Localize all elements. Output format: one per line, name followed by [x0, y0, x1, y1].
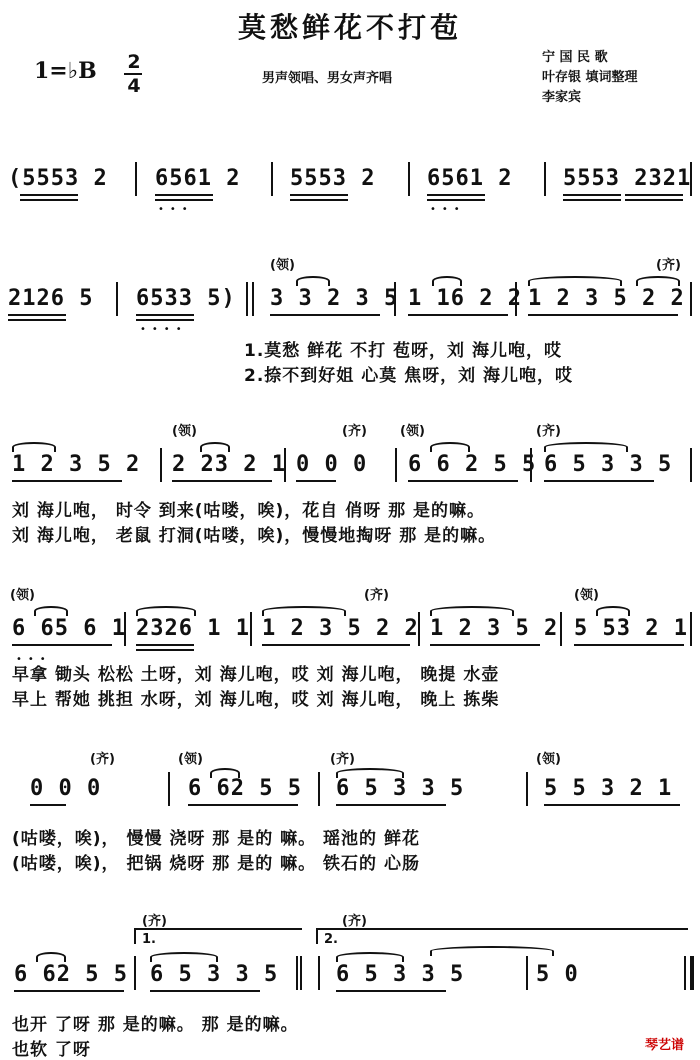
measure-notes: 6561 2: [427, 166, 513, 191]
time-numerator: 2: [127, 51, 141, 73]
octave-dots: •••: [158, 204, 194, 215]
credit-arranger: 李家宾: [542, 90, 582, 105]
slur: [544, 442, 628, 452]
slur: [430, 606, 514, 616]
lyrics-verse-1: 刘 海儿咆， 时令 到来(咕喽，唉)，花自 俏呀 那 是的嘛。: [12, 501, 486, 521]
beam: [336, 804, 446, 806]
measure-notes: 6 5 3 3 5: [150, 962, 279, 987]
measure-notes: 6 62 5 5: [188, 776, 302, 801]
beam: [625, 194, 683, 201]
measure-notes: 2 23 2 1: [172, 452, 286, 477]
lyrics-verse-2: 早上 帮她 挑担 水呀，刘 海儿咆，哎 刘 海儿咆， 晚上 拣柴: [12, 690, 500, 710]
slur: [336, 952, 404, 962]
performance-note: 男声领唱、男女声齐唱: [262, 71, 393, 86]
beam: [408, 314, 508, 316]
beam: [574, 644, 684, 646]
slur: [36, 952, 66, 962]
measure-notes: 2326 1 1: [136, 616, 250, 641]
slur: [150, 952, 218, 962]
first-ending-bracket: [134, 928, 302, 944]
together-mark: (齐): [656, 258, 681, 273]
together-mark: (齐): [364, 588, 389, 603]
final-barline: [684, 956, 686, 990]
slur: [200, 442, 230, 452]
song-title: 莫愁鲜花不打苞: [237, 11, 462, 44]
beam: [336, 990, 446, 992]
slur: [432, 276, 462, 286]
measure-notes: 6 65 6 1: [12, 616, 126, 641]
beam: [136, 314, 194, 321]
beam: [12, 644, 112, 646]
barline: [526, 772, 528, 806]
beam: [12, 480, 122, 482]
beam: [136, 644, 194, 651]
time-signature: [124, 52, 144, 96]
measure-notes: 6 6 2 5 5: [408, 452, 537, 477]
together-mark: (齐): [90, 752, 115, 767]
second-ending-bracket: [316, 928, 688, 944]
lyrics-verse-2: 也软 了呀: [12, 1040, 91, 1060]
beam: [172, 480, 272, 482]
measure-notes: 1 2 3 5 2 2: [528, 286, 685, 311]
credits: [542, 48, 638, 108]
beam: [188, 804, 298, 806]
measure-notes: (5553 2: [8, 166, 108, 191]
first-ending-label: 1.: [142, 932, 156, 947]
lead-mark: (领): [400, 424, 425, 439]
beam: [544, 480, 654, 482]
together-mark: (齐): [330, 752, 355, 767]
lead-mark: (领): [270, 258, 295, 273]
barline: [246, 282, 248, 316]
measure-notes: 6 5 3 3 5: [336, 776, 465, 801]
barline: [271, 162, 273, 196]
credit-lyricist: 叶存银 填词整理: [542, 70, 638, 85]
beam: [270, 314, 380, 316]
measure-notes: 5553 2: [290, 166, 376, 191]
lyrics-verse-2: (咕喽，唉)， 把锅 烧呀 那 是的 嘛。 铁石的 心肠: [12, 854, 420, 874]
slur: [336, 768, 404, 778]
slur: [430, 946, 554, 956]
lead-mark: (领): [178, 752, 203, 767]
credit-origin: 宁 国 民 歌: [542, 50, 608, 65]
beam: [155, 194, 213, 201]
lyrics-verse-2: 2.捺不到好姐 心莫 焦呀，刘 海儿咆，哎: [244, 366, 574, 386]
repeat-barline: [300, 956, 302, 990]
slur: [136, 606, 196, 616]
measure-notes: 0 0 0: [30, 776, 102, 801]
together-mark: (齐): [142, 914, 167, 929]
repeat-barline: [296, 956, 298, 990]
lyrics-verse-2: 刘 海儿咆， 老鼠 打洞(咕喽，唉)，慢慢地掏呀 那 是的嘛。: [12, 526, 497, 546]
measure-notes: 5 0: [536, 962, 579, 987]
barline: [544, 162, 546, 196]
beam: [290, 194, 348, 201]
slur: [528, 276, 622, 286]
beam: [8, 314, 66, 321]
key-signature: 1=♭B: [34, 58, 97, 84]
slur: [262, 606, 346, 616]
barline: [408, 162, 410, 196]
barline: [526, 956, 528, 990]
together-mark: (齐): [536, 424, 561, 439]
measure-notes: 5553 2321: [563, 166, 692, 191]
together-mark: (齐): [342, 914, 367, 929]
beam: [20, 194, 78, 201]
lyrics-verse-1: 也开 了呀 那 是的嘛。 那 是的嘛。: [12, 1015, 299, 1035]
beam: [150, 990, 260, 992]
barline: [318, 772, 320, 806]
lyrics-verse-1: 1.莫愁 鲜花 不打 苞呀，刘 海儿咆，哎: [244, 341, 562, 361]
measure-notes: 3 3 2 3 5: [270, 286, 399, 311]
measure-notes: 1 2 3 5 2: [12, 452, 141, 477]
barline: [690, 448, 692, 482]
barline: [160, 448, 162, 482]
lead-mark: (领): [574, 588, 599, 603]
beam: [544, 804, 680, 806]
measure-notes: 5 5 3 2 1: [544, 776, 673, 801]
barline: [250, 612, 252, 646]
measure-notes: 5 53 2 1: [574, 616, 688, 641]
time-denominator: 4: [127, 75, 141, 97]
measure-notes: 6 62 5 5: [14, 962, 128, 987]
beam: [262, 644, 410, 646]
slur: [430, 442, 470, 452]
barline: [135, 162, 137, 196]
measure-notes: 1 2 3 5 2 2: [262, 616, 419, 641]
barline: [318, 956, 320, 990]
beam: [563, 194, 621, 201]
octave-dots: ••••: [140, 324, 188, 335]
lead-mark: (领): [10, 588, 35, 603]
slur: [296, 276, 330, 286]
measure-notes: 6561 2: [155, 166, 241, 191]
measure-notes: 6 5 3 3 5: [544, 452, 673, 477]
octave-dots: •••: [16, 654, 52, 665]
barline: [690, 282, 692, 316]
measure-notes: 6533 5): [136, 286, 236, 311]
barline: [252, 282, 254, 316]
beam: [408, 480, 518, 482]
measure-notes: 0 0 0: [296, 452, 368, 477]
beam: [296, 480, 336, 482]
watermark-logo: 琴艺谱: [644, 1038, 684, 1053]
lyrics-verse-1: (咕喽，唉)， 慢慢 浇呀 那 是的 嘛。 瑶池的 鲜花: [12, 829, 420, 849]
beam: [30, 804, 66, 806]
beam: [430, 644, 540, 646]
barline: [560, 612, 562, 646]
lyrics-verse-1: 早拿 锄头 松松 土呀，刘 海儿咆，哎 刘 海儿咆， 晚提 水壶: [12, 665, 500, 685]
second-ending-label: 2.: [324, 932, 338, 947]
barline: [134, 956, 136, 990]
together-mark: (齐): [342, 424, 367, 439]
measure-notes: 1 16 2 2: [408, 286, 522, 311]
barline: [168, 772, 170, 806]
measure-notes: 6 5 3 3 5: [336, 962, 465, 987]
slur: [210, 768, 240, 778]
slur: [636, 276, 680, 286]
beam: [14, 990, 124, 992]
octave-dots: •••: [430, 204, 466, 215]
beam: [528, 314, 678, 316]
lead-mark: (领): [172, 424, 197, 439]
beam: [427, 194, 485, 201]
barline: [116, 282, 118, 316]
barline: [690, 612, 692, 646]
slur: [34, 606, 68, 616]
lead-mark: (领): [536, 752, 561, 767]
measure-notes: 1 2 3 5 2: [430, 616, 559, 641]
barline: [395, 448, 397, 482]
final-barline: [690, 956, 694, 990]
measure-notes: 2126 5: [8, 286, 94, 311]
slur: [12, 442, 56, 452]
slur: [596, 606, 630, 616]
